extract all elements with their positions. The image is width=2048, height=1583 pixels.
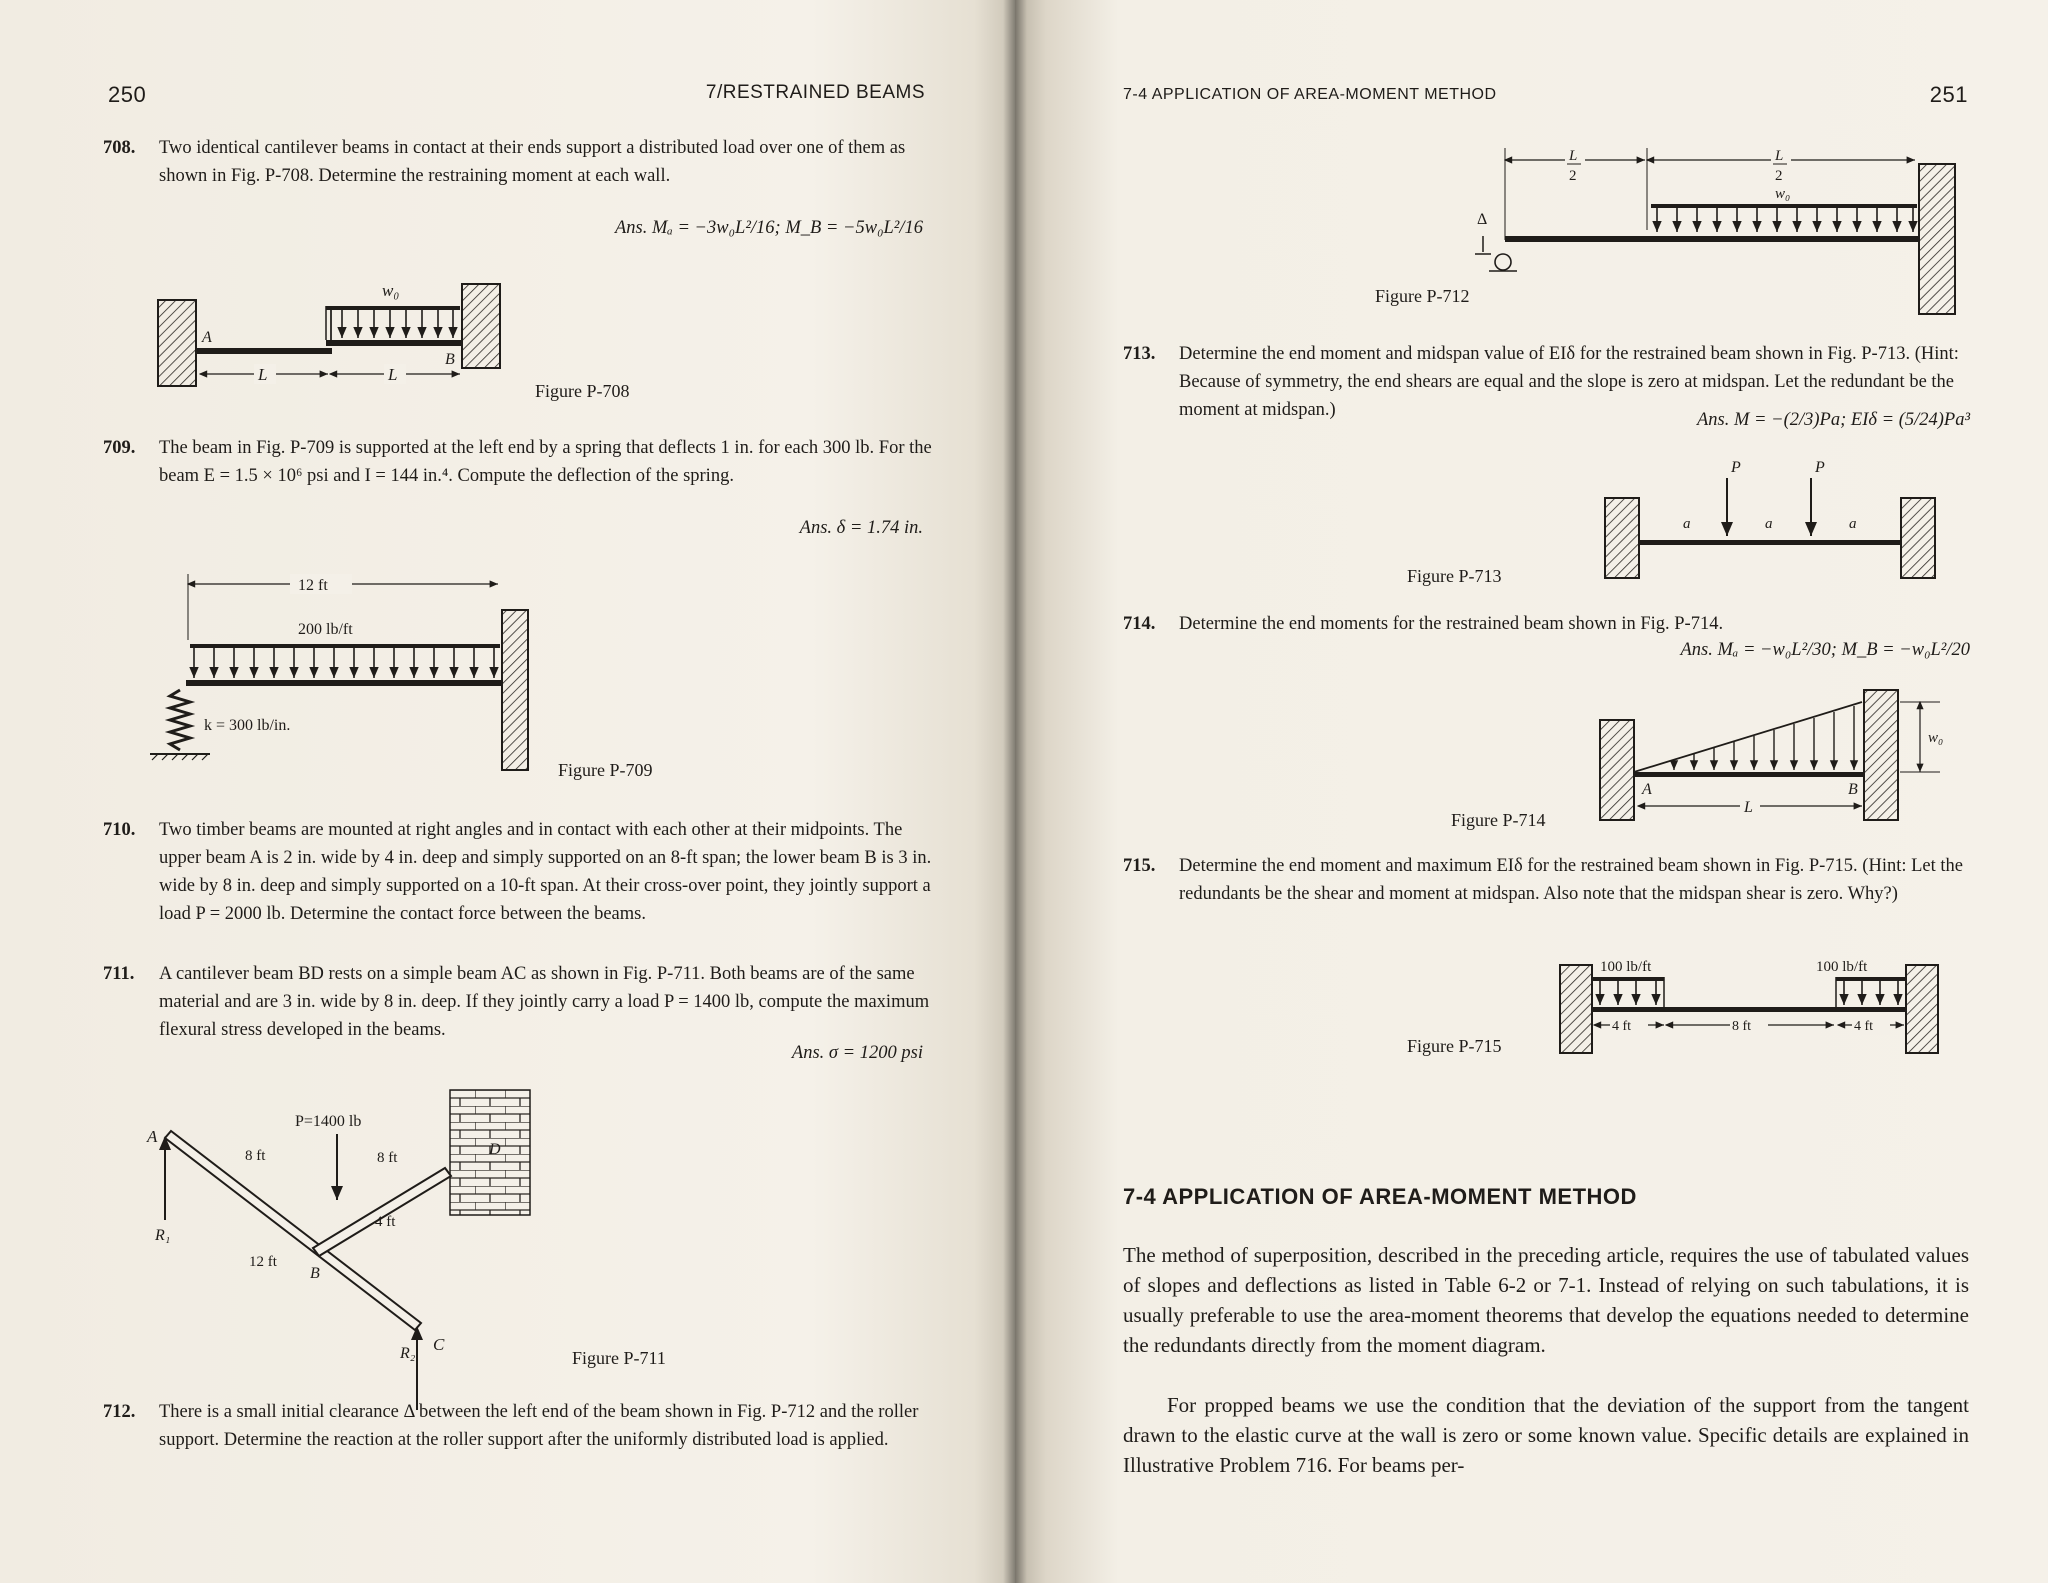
right-page (1015, 0, 2048, 1583)
problem-text: Determine the end moments for the restrained beam shown in Fig. P-714. (1179, 614, 1724, 634)
problem-number: 708. (103, 138, 136, 158)
problem-number: 715. (1123, 856, 1156, 876)
reaction-r2: R₂ (400, 1345, 416, 1362)
answer-708: Ans. Mₐ = −3w₀L²/16; M_B = −5w₀L²/16 (615, 218, 923, 238)
load-label: P=1400 lb (295, 1113, 362, 1130)
figure-p712 (1477, 140, 1965, 320)
half-den-2: 2 (1775, 168, 1783, 184)
left-page (0, 0, 1015, 1583)
reaction-r1: R₁ (155, 1227, 171, 1244)
load-label: 200 lb/ft (298, 621, 353, 638)
problem-text: A cantilever beam BD rests on a simple beam AC as shown in Fig. P-711. Both beams are of the same material and are 3 in. wide by 8 in. deep. If they jointly carry a load P = 1400 lb, compute the maximum flexural stress developed in the beams. (159, 964, 930, 1040)
problem-number: 712. (103, 1402, 136, 1422)
caption-p712: Figure P-712 (1375, 286, 1470, 306)
problem-708 (103, 134, 933, 190)
section-paragraph-1: The method of superposition, described in the preceding article, requires the use of tabulated values of slopes and deflections as listed in Table 6-2 or 7-1. Instead of relying on such tabulations, it is usually preferable to use the area-moment theorems that develop the equations needed to determine the redundants directly from the moment diagram. (1123, 1243, 1969, 1357)
running-header-right: 7-4 APPLICATION OF AREA-MOMENT METHOD (1123, 86, 1497, 103)
dim-mid: 8 ft (1732, 1019, 1752, 1034)
problem-text: Determine the end moment and midspan value of EIδ for the restrained beam shown in Fig. P-713. (Hint: Because of symmetry, the end shears are equal and the slope is zero at midspan. Let the redundant be the moment at midspan.) (1179, 344, 1959, 420)
label-a: A (202, 329, 212, 346)
label-b: B (1848, 781, 1858, 798)
problem-709 (103, 434, 933, 490)
answer-711: Ans. σ = 1200 psi (791, 1043, 923, 1063)
half-den-1: 2 (1569, 168, 1577, 184)
clearance-label: Δ (1477, 211, 1488, 228)
problem-712 (103, 1398, 933, 1454)
answer-713: Ans. M = −(2/3)Pa; EIδ = (5/24)Pa³ (1696, 410, 1970, 430)
load-label: w₀ (1775, 186, 1791, 202)
caption-p708: Figure P-708 (535, 381, 630, 401)
dim-a-1: a (1683, 516, 1691, 532)
figure-p714 (1600, 690, 1960, 830)
point-a: A (147, 1127, 158, 1146)
problem-number: 714. (1123, 614, 1156, 634)
caption-p709: Figure P-709 (558, 760, 653, 780)
problem-number: 710. (103, 820, 136, 840)
point-c: C (433, 1335, 445, 1354)
problem-text: Two identical cantilever beams in contact at their ends support a distributed load over one of them as shown in Fig. P-708. Determine the restraining moment at each wall. (159, 138, 906, 186)
figure-p709 (180, 570, 540, 780)
load-left: 100 lb/ft (1600, 959, 1652, 975)
dim-bd: 8 ft (377, 1150, 398, 1166)
problem-710 (103, 816, 933, 928)
half-num-1: L (1569, 148, 1578, 164)
figure-p715 (1560, 955, 1940, 1055)
problem-text: There is a small initial clearance Δ between the left end of the beam shown in Fig. P-712 and the roller support. Determine the reaction at the roller support after the uniformly distributed load is applied. (159, 1402, 919, 1450)
answer-714: Ans. Mₐ = −w₀L²/30; M_B = −w₀L²/20 (1680, 640, 1970, 660)
load-p-1: P (1731, 459, 1741, 476)
caption-p714: Figure P-714 (1451, 810, 1546, 830)
label-b: B (445, 351, 455, 368)
span-label: 12 ft (298, 577, 328, 594)
dim-ab: 8 ft (245, 1148, 266, 1164)
half-num-2: L (1775, 148, 1784, 164)
dim-a-3: a (1849, 516, 1857, 532)
spring-label: k = 300 lb/in. (204, 717, 291, 734)
problem-text: Two timber beams are mounted at right angles and in contact with each other at their midpoints. The upper beam A is 2 in. wide by 4 in. deep and simply supported on an 8-ft span; the lower beam B is 3 in. wide by 8 in. deep and simply supported on a 10-ft span. At their cross-over point, they jointly support a load P = 2000 lb. Determine the contact force between the beams. (159, 820, 932, 924)
dim-left: 4 ft (1612, 1019, 1632, 1034)
problem-714 (1123, 610, 1973, 638)
section-paragraph-2: For propped beams we use the condition that the deviation of the support from the tangent drawn to the elastic curve at the wall is zero or some known value. Specific details are explained in Illustrative Problem 716. For beams per- (1123, 1393, 1969, 1477)
label-a: A (1642, 781, 1652, 798)
caption-p715: Figure P-715 (1407, 1036, 1502, 1056)
load-label: w₀ (1928, 730, 1944, 746)
point-b: B (310, 1265, 320, 1282)
dim-right: 4 ft (1854, 1019, 1874, 1034)
answer-709: Ans. δ = 1.74 in. (799, 518, 923, 538)
dim-a-2: a (1765, 516, 1773, 532)
problem-number: 711. (103, 964, 135, 984)
problem-711 (103, 960, 933, 1044)
load-right: 100 lb/ft (1816, 959, 1868, 975)
dim-1: L (258, 365, 268, 384)
dim-2: L (388, 365, 398, 384)
problem-text: The beam in Fig. P-709 is supported at the left end by a spring that deflects 1 in. for each 300 lb. For the beam E = 1.5 × 10⁶ psi and I = 144 in.⁴. Compute the deflection of the spring. (159, 438, 932, 486)
problem-number: 709. (103, 438, 136, 458)
section-title: 7-4 APPLICATION OF AREA-MOMENT METHOD (1123, 1184, 1637, 1209)
figure-p708 (150, 276, 510, 396)
problem-number: 713. (1123, 344, 1156, 364)
figure-p713 (1605, 458, 1945, 588)
problem-text: Determine the end moment and maximum EIδ for the restrained beam shown in Fig. P-715. (Hint: Let the redundants be the shear and moment at midspan. Also note that the midspan shear is zero. Why?) (1179, 856, 1963, 904)
span-label: L (1744, 799, 1753, 816)
page-number-right: 251 (1929, 82, 1968, 107)
dim-bc: 4 ft (375, 1214, 396, 1230)
page-number-left: 250 (108, 82, 147, 107)
running-header-left: 7/RESTRAINED BEAMS (705, 82, 925, 103)
load-p-2: P (1815, 459, 1825, 476)
problem-715 (1123, 852, 1973, 908)
dim-ac: 12 ft (249, 1254, 277, 1270)
point-d: D (489, 1141, 501, 1158)
caption-p711: Figure P-711 (572, 1348, 666, 1368)
load-label: w₀ (382, 281, 400, 300)
figure-p711 (145, 1090, 545, 1360)
caption-p713: Figure P-713 (1407, 566, 1502, 586)
book-gutter (1003, 0, 1027, 1583)
